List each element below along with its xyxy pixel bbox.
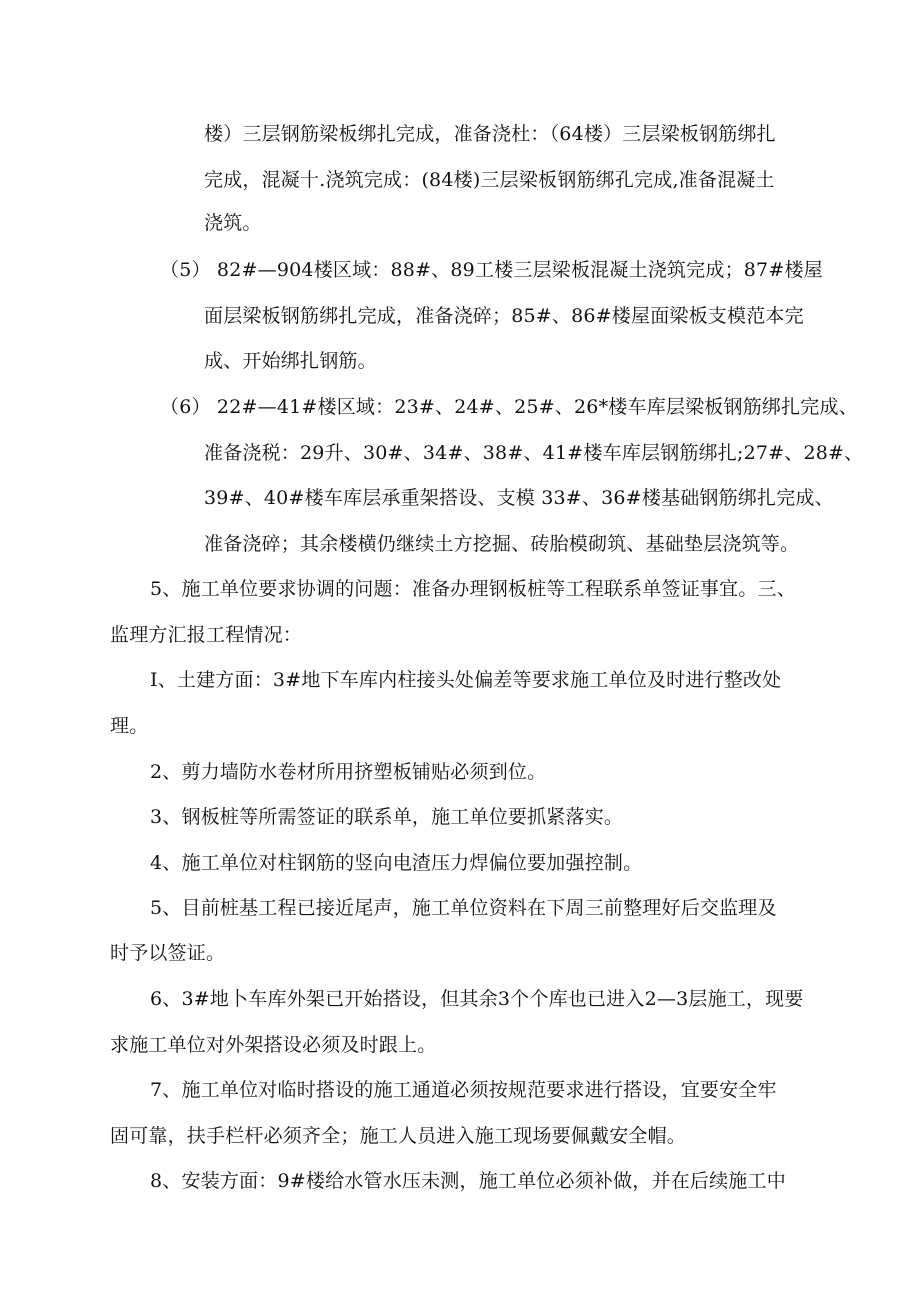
text-line-10: 准备浇碎；其余楼横仍继续土方挖掘、砖胎模砌筑、基础垫层浇筑等。 — [204, 533, 800, 555]
text-line-9: 39#、40#楼车库层承重架搭设、支模 33#、36#楼基础钢筋绑扎完成、 — [204, 487, 834, 509]
section-item-2: 2、剪力墙防水卷材所用挤塑板铺贴必须到位。 — [150, 761, 547, 783]
section-item-1: I、土建方面：3#地下车库内柱接头处偏差等要求施工单位及时进行整改处 — [150, 669, 782, 691]
text-line-21: 求施工单位对外架搭设必须及时跟上。 — [110, 1034, 437, 1056]
text-line-2: 完成，混凝十.浇筑完成：(84楼)三层梁板钢筋绑孔完成,准备混凝土 — [204, 169, 775, 191]
text-line-19: 时予以签证。 — [110, 942, 226, 964]
section-item-5: 5、施工单位要求协调的问题：准备办理钢板桩等工程联系单签证事宜。三、 — [150, 578, 796, 600]
text-line-1: 楼）三层钢筋梁板绑扎完成，准备浇杜：（64楼）三层梁板钢筋绑扎 — [204, 123, 776, 145]
list-item-5: （5） 82#—904楼区域：88#、89工楼三层梁板混凝土浇筑完成；87#楼屋 — [160, 259, 823, 281]
text-line-8: 准备浇税：29升、30#、34#、38#、41#楼车库层钢筋绑扎;27#、28#、 — [204, 442, 864, 464]
section-item-3: 3、钢板桩等所需签证的联系单，施工单位要抓紧落实。 — [150, 806, 624, 828]
text-line-12: 监理方汇报工程情况： — [110, 624, 303, 646]
section-item-4: 4、施工单位对柱钢筋的竖向电渣压力焊偏位要加强控制。 — [150, 852, 643, 874]
text-line-14: 理。 — [110, 715, 149, 737]
text-line-6: 成、开始绑扎钢筋。 — [204, 350, 377, 372]
section-item-5b: 5、目前桩基工程已接近尾声，施工单位资料在下周三前整理好后交监理及 — [150, 897, 777, 919]
section-item-6: 6、3#地卜车库外架已开始搭设，但其余3个个库也已进入2—3层施工，现要 — [150, 988, 804, 1010]
text-line-5: 面层梁板钢筋绑扎完成，准备浇碎；85#、86#楼屋面梁板支模范本完 — [204, 305, 804, 327]
text-line-3: 浇筑。 — [204, 212, 262, 234]
section-item-8: 8、安装方面：9#楼给水管水压未测，施工单位必须补做，并在后续施工中 — [150, 1170, 786, 1192]
list-item-6: （6） 22#—41#楼区域：23#、24#、25#、26*楼车库层梁板钢筋绑扎完成、 — [160, 396, 858, 418]
section-item-7: 7、施工单位对临时搭设的施工通道必须按规范要求进行搭设，宜要安全牢 — [150, 1079, 777, 1101]
text-line-23: 固可靠，扶手栏杆必须齐全；施工人员进入施工现场要佩戴安全帽。 — [110, 1125, 687, 1147]
